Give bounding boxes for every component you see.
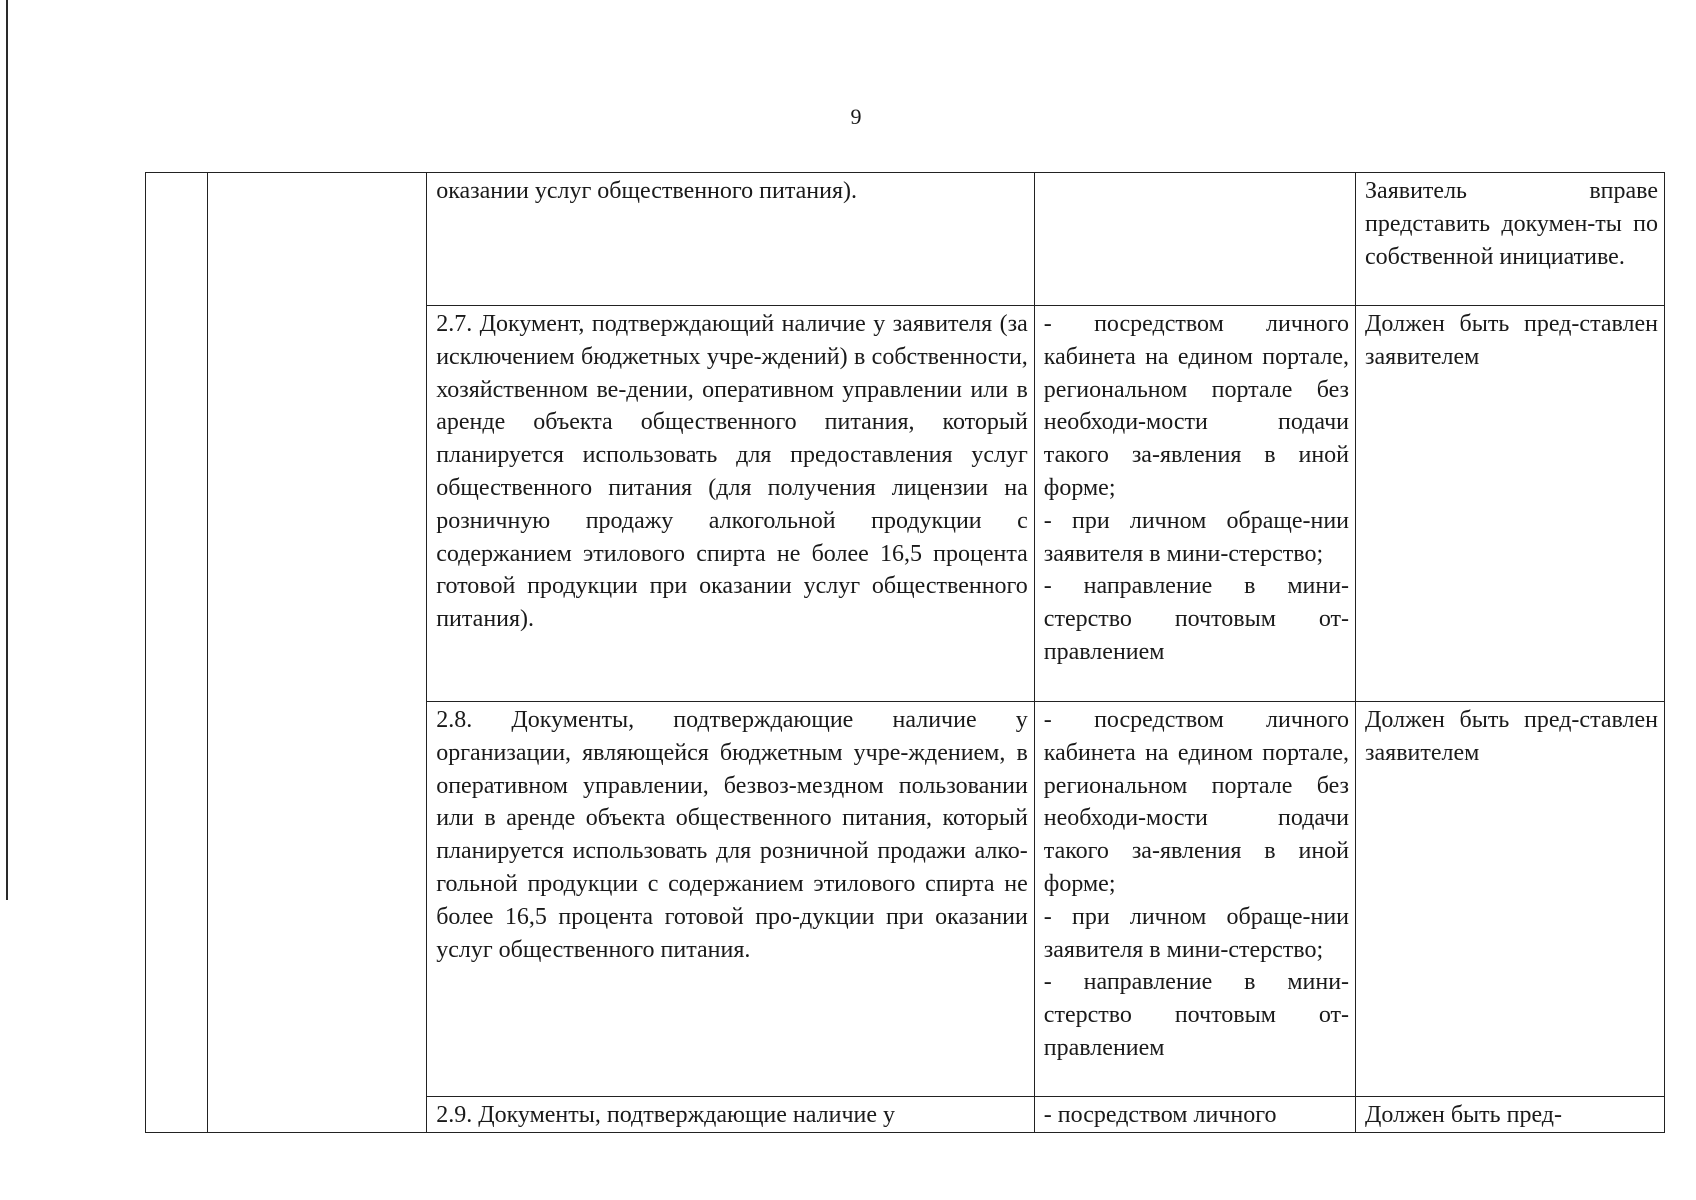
submission-method-cell (1034, 306, 1355, 702)
table-row (146, 173, 1665, 306)
submission-method-cell (1034, 173, 1355, 306)
note-cell: Заявитель вправе представить докумен-ты по собственной инициативе. (1356, 173, 1665, 306)
document-cell: 2.8. Документы, подтверждающие наличие у организации, являющейся бюджетным учре-ждением, в оперативном управлении, безвоз-мездном пользовании или в аренде объекта общественного питания, который планируется использовать для розничной продажи алко-гольной продукции с содержанием этилового спирта не более 16,5 процента готовой про-дукции при оказании услуг общественного питания. (427, 702, 1035, 1097)
method-item: - посредством личного кабинета на едином портале, региональном портале без необходи-мости подачи такого за-явления в иной форме; (1043, 707, 1350, 897)
note-cell: Должен быть пред-ставлен заявителем (1356, 702, 1665, 1097)
submission-method-cell: - посредством личного (1034, 1097, 1355, 1133)
empty-column-1-cell (146, 173, 208, 1133)
note-cell: Должен быть пред- (1356, 1097, 1665, 1133)
method-item: - при личном обраще-нии заявителя в мини-стерство; (1043, 507, 1350, 567)
page-number: 9 (850, 104, 862, 129)
document-cell: 2.7. Документ, подтверждающий наличие у заявителя (за исключением бюджетных учре-ждений) в собственности, хозяйственном ве-дении, оперативном управлении или в аренде объекта общественного питания, который планируется использовать для предоставления услуг общественного питания (для получения лицензии на розничную продажу алкогольной продукции с содержанием этилового спирта не более 16,5 процента готовой продукции при оказании услуг общественного питания). (427, 306, 1035, 702)
method-item: - при личном обраще-нии заявителя в мини-стерство; (1043, 903, 1350, 963)
scan-edge-line (6, 0, 8, 900)
requirements-table (145, 172, 1665, 1133)
document-cell: оказании услуг общественного питания). (427, 173, 1035, 306)
method-item: - направление в мини-стерство почтовым от-правлением (1043, 969, 1350, 1061)
note-cell: Должен быть пред-ставлен заявителем (1356, 306, 1665, 702)
document-cell: 2.9. Документы, подтверждающие наличие у (427, 1097, 1035, 1133)
method-item: - направление в мини-стерство почтовым от-правлением (1043, 573, 1350, 665)
method-item: - посредством личного кабинета на едином портале, региональном портале без необходи-мости подачи такого за-явления в иной форме; (1043, 311, 1350, 501)
empty-column-2-cell (207, 173, 427, 1133)
submission-method-cell (1034, 702, 1355, 1097)
